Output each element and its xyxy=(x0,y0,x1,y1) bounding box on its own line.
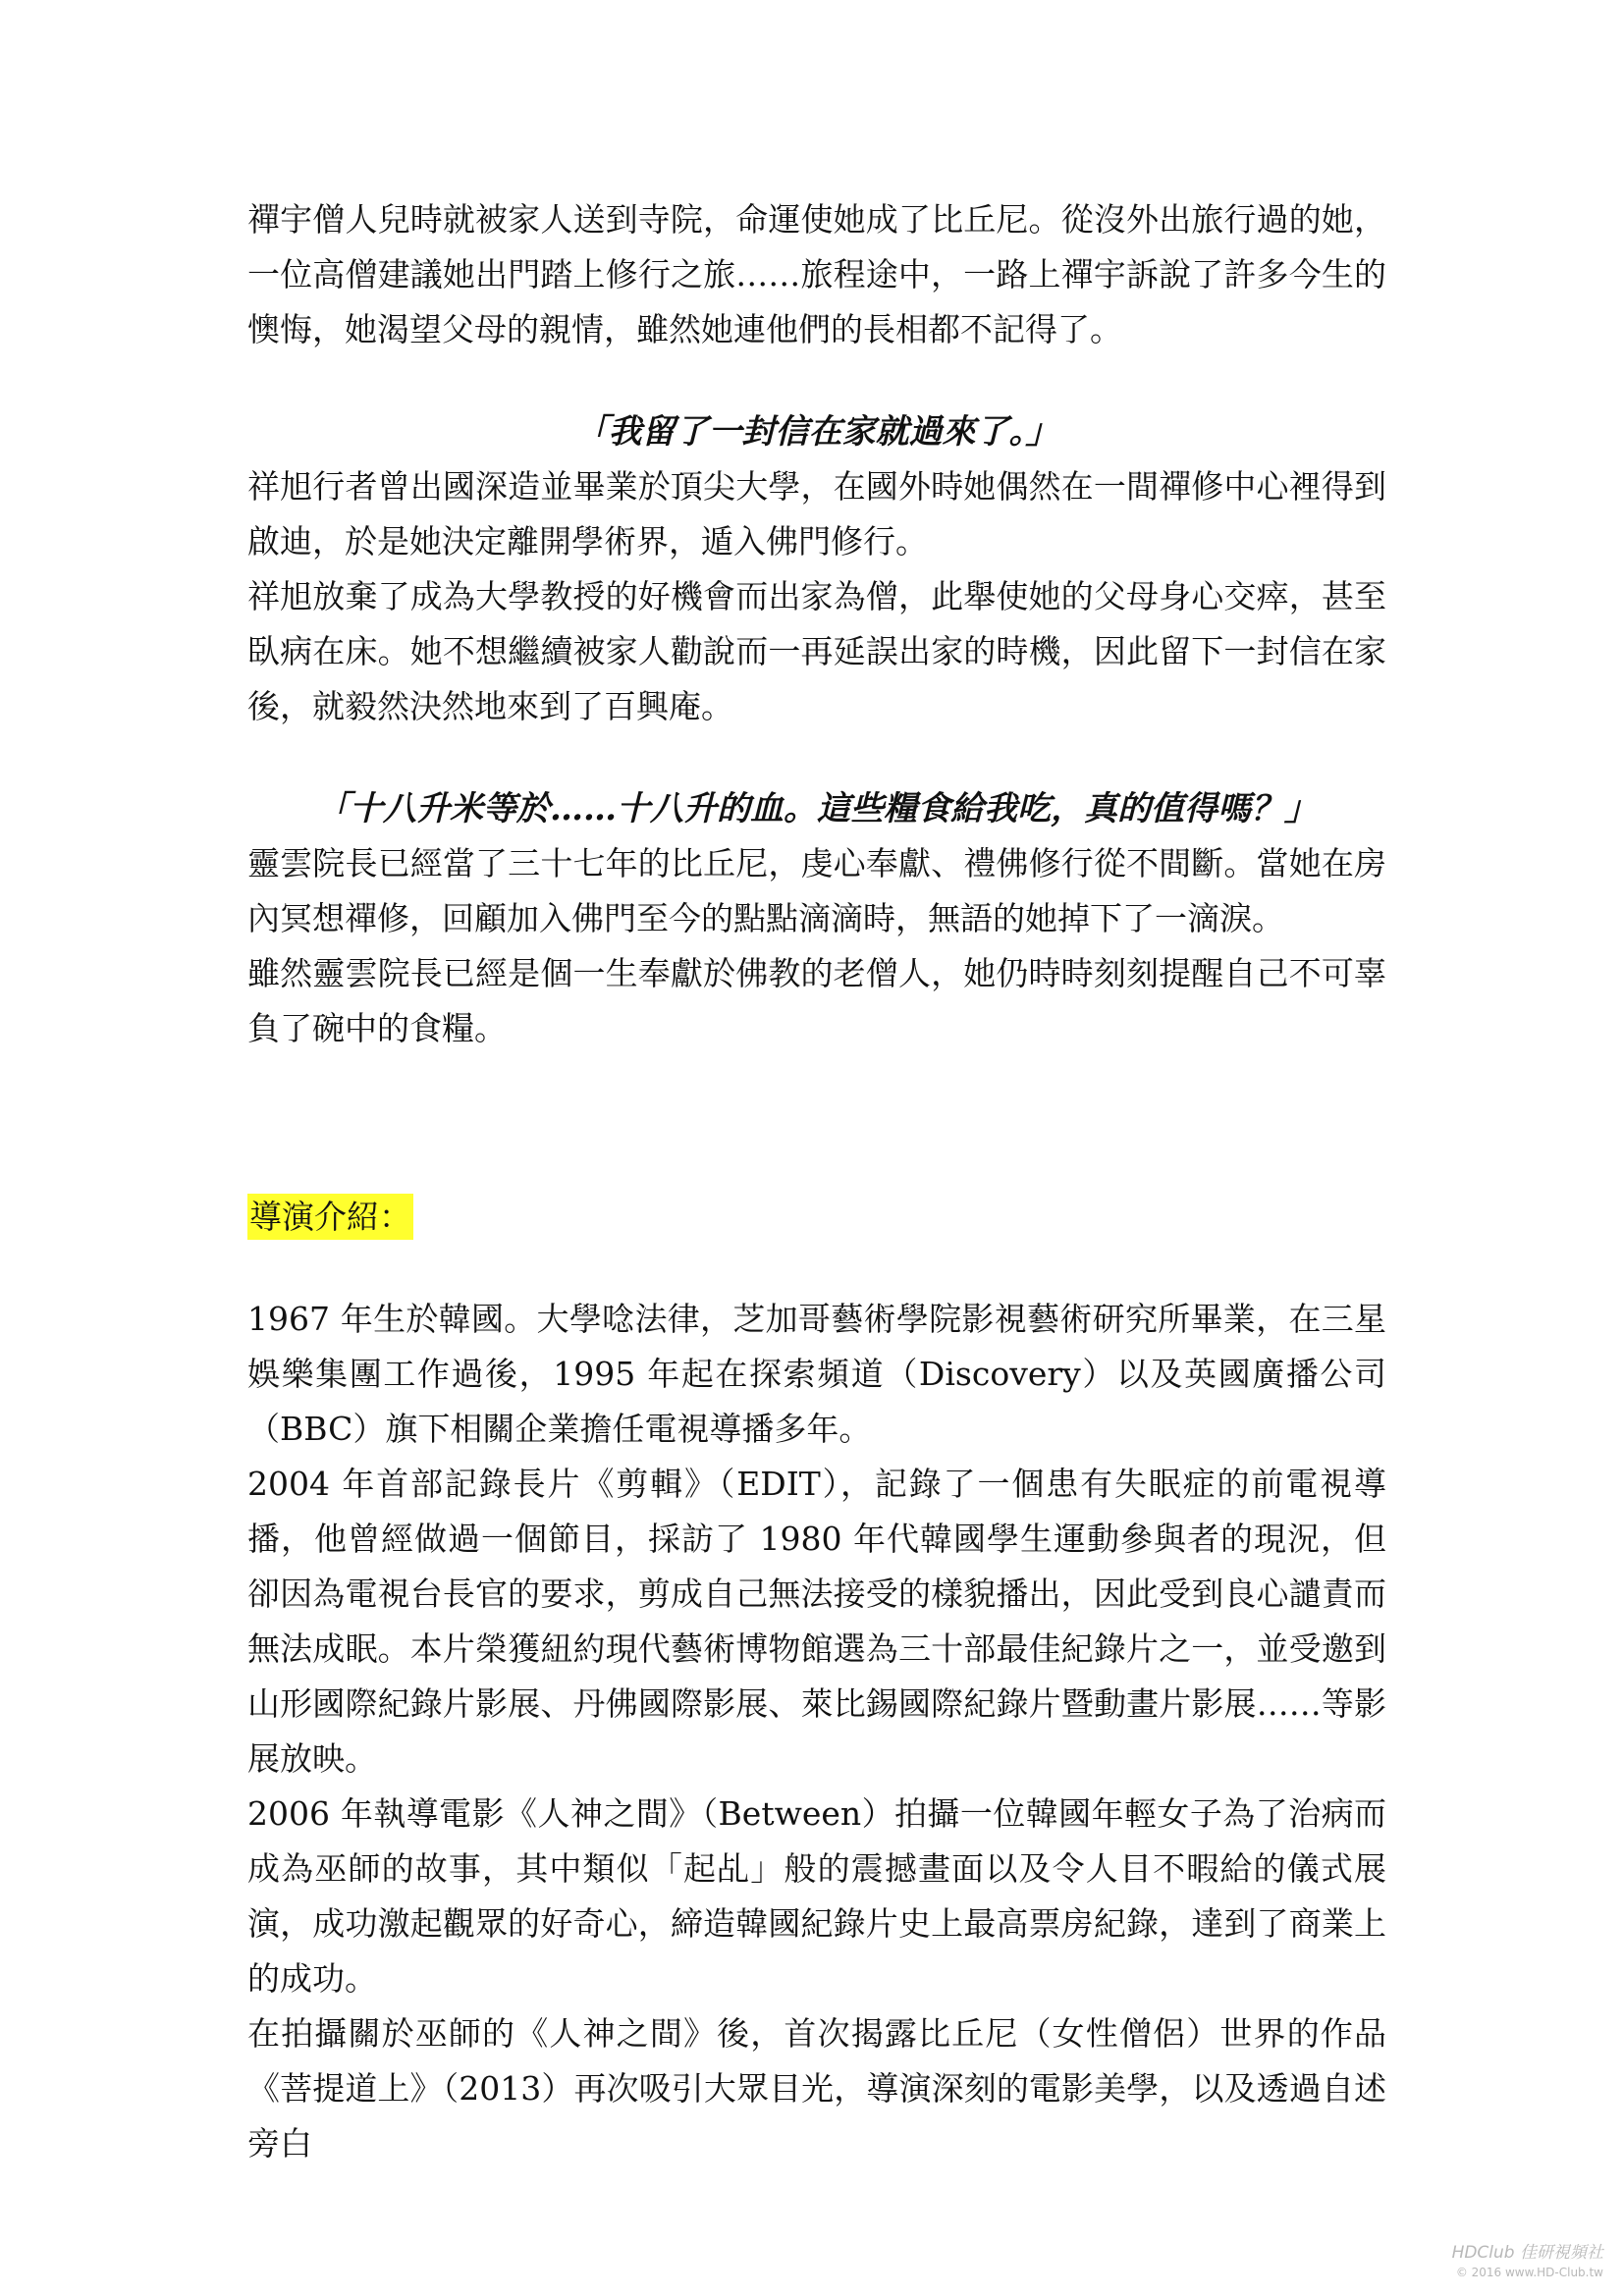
pull-quote-rice: 「十八升米等於……十八升的血。這些糧食給我吃，真的值得嗎？」 xyxy=(316,789,1318,828)
director-paragraph: 1967 年生於韓國。大學唸法律，芝加哥藝術學院影視藝術研究所畢業，在三星娛樂集團工作過後，1995 年起在探索頻道（Discovery）以及英國廣播公司（BBC）旗下相關企業擔任電視導播多年。 xyxy=(247,1300,1386,1448)
spacer xyxy=(247,1245,1386,1292)
watermark-copyright: © 2016 www.HD-Club.tw xyxy=(1455,2266,1603,2279)
spacer xyxy=(247,1056,1386,1190)
body-paragraph: 雖然靈雲院長已經是個一生奉獻於佛教的老僧人，她仍時時刻刻提醒自己不可辜負了碗中的食糧。 xyxy=(247,954,1386,1047)
document-page xyxy=(247,192,1386,2171)
director-paragraph: 2004 年首部記錄長片《剪輯》（EDIT），記錄了一個患有失眠症的前電視導播，他曾經做過一個節目，採訪了 1980 年代韓國學生運動參與者的現況，但卻因為電視台長官的要求，剪成自己無法接受的樣貌播出，因此受到良心譴責而無法成眠。本片榮獲紐約現代藝術博物館選為三十部最佳紀錄片之一，並受邀到山形國際紀錄片影展、丹佛國際影展、萊比錫國際紀錄片暨動畫片影展……等影展放映。 xyxy=(247,1465,1386,1778)
director-paragraph: 在拍攝關於巫師的《人神之間》後，首次揭露比丘尼（女性僧侶）世界的作品《菩提道上》（2013）再次吸引大眾目光，導演深刻的電影美學，以及透過自述旁白 xyxy=(247,2014,1386,2163)
director-heading: 導演介紹： xyxy=(247,1194,413,1240)
body-paragraph: 祥旭放棄了成為大學教授的好機會而出家為僧，此舉使她的父母身心交瘁，甚至臥病在床。她不想繼續被家人勸說而一再延誤出家的時機，因此留下一封信在家後，就毅然決然地來到了百興庵。 xyxy=(247,577,1386,725)
director-paragraph: 2006 年執導電影《人神之間》（Between）拍攝一位韓國年輕女子為了治病而成為巫師的故事，其中類似「起乩」般的震撼畫面以及令人目不暇給的儀式展演，成功激起觀眾的好奇心，締造韓國紀錄片史上最高票房紀錄，達到了商業上的成功。 xyxy=(247,1794,1386,1998)
spacer xyxy=(247,357,1386,404)
spacer xyxy=(247,734,1386,781)
intro-paragraph: 禪宇僧人兒時就被家人送到寺院，命運使她成了比丘尼。從沒外出旅行過的她，一位高僧建議她出門踏上修行之旅……旅程途中，一路上禪宇訴說了許多今生的懊悔，她渴望父母的親情，雖然她連他們的長相都不記得了。 xyxy=(247,200,1386,348)
body-paragraph: 祥旭行者曾出國深造並畢業於頂尖大學，在國外時她偶然在一間禪修中心裡得到啟迪，於是她決定離開學術界，遁入佛門修行。 xyxy=(247,467,1386,561)
body-paragraph: 靈雲院長已經當了三十七年的比丘尼，虔心奉獻、禮佛修行從不間斷。當她在房內冥想禪修，回顧加入佛門至今的點點滴滴時，無語的她掉下了一滴淚。 xyxy=(247,844,1386,937)
pull-quote-letter: 「我留了一封信在家就過來了。」 xyxy=(574,412,1059,452)
director-heading-line xyxy=(247,1190,1386,1245)
watermark xyxy=(1452,2243,1603,2282)
watermark-logo-text: HDClub 佳研視頻社 xyxy=(1451,2243,1603,2263)
